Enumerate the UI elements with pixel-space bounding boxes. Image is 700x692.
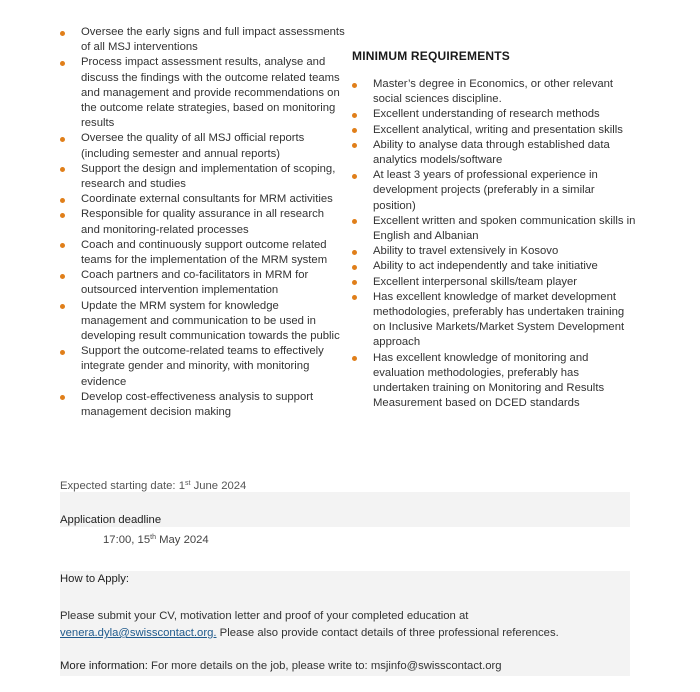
- application-deadline-value: [103, 530, 503, 548]
- list-item-text: Coach partners and co-facilitators in MRM for outsourced intervention implementation: [81, 269, 309, 297]
- list-item: [352, 290, 637, 351]
- how-to-apply-line2: Please also provide contact details of three professional references.: [216, 627, 559, 639]
- list-item: [352, 259, 637, 274]
- list-item-text: Master’s degree in Economics, or other relevant social sciences discipline.: [373, 78, 614, 106]
- list-item: [352, 275, 637, 290]
- list-item: [60, 238, 345, 268]
- requirements-heading: MINIMUM REQUIREMENTS: [352, 49, 510, 63]
- requirements-list: [352, 77, 637, 411]
- list-item-text: Ability to travel extensively in Kosovo: [373, 245, 559, 258]
- bullet-icon: [352, 265, 357, 270]
- list-item-text: Responsible for quality assurance in all research and monitoring-related processes: [81, 208, 325, 236]
- bullet-icon: [60, 243, 65, 248]
- list-item-text: Coach and continuously support outcome related teams for the implementation of the MRM system: [81, 238, 328, 267]
- more-information-text: For more details on the job, please write to: msjinfo@swisscontact.org: [147, 660, 502, 672]
- application-deadline-block: [60, 492, 630, 527]
- more-information-label: More information:: [60, 660, 148, 672]
- list-item: [352, 351, 637, 412]
- deadline-sup: th: [150, 534, 156, 541]
- how-to-apply-text: [60, 608, 630, 642]
- list-item: [60, 192, 345, 207]
- list-item: [352, 107, 637, 122]
- list-item: [60, 131, 345, 161]
- bullet-icon: [352, 128, 357, 133]
- bullet-icon: [60, 304, 65, 309]
- list-item-text: Oversee the early signs and full impact assessments of all MSJ interventions: [81, 26, 345, 54]
- bullet-icon: [352, 219, 357, 224]
- deadline-rest: May 2024: [155, 534, 209, 546]
- list-item: [60, 162, 345, 192]
- application-deadline-label: Application deadline: [60, 514, 162, 526]
- how-to-apply-line1: Please submit your CV, motivation letter and proof of your completed education at: [60, 610, 469, 622]
- list-item-text: Ability to analyse data through established data analytics models/software: [373, 138, 610, 167]
- bullet-icon: [352, 295, 357, 300]
- list-item: [352, 168, 637, 214]
- bullet-icon: [352, 250, 357, 255]
- list-item-text: Support the design and implementation of scoping, research and studies: [81, 162, 336, 191]
- bullet-icon: [352, 174, 357, 179]
- list-item: [352, 123, 637, 138]
- list-item: [60, 25, 345, 55]
- bullet-icon: [60, 167, 65, 172]
- list-item-text: Develop cost-effectiveness analysis to support management decision making: [81, 390, 314, 419]
- list-item: [60, 207, 345, 237]
- responsibilities-column: [60, 25, 345, 420]
- expected-rest: June 2024: [190, 480, 247, 492]
- deadline-text: 17:00, 15: [103, 534, 151, 546]
- list-item: [352, 138, 637, 168]
- list-item: [352, 77, 637, 107]
- email-link[interactable]: venera.dyla@swisscontact.org.: [60, 627, 217, 639]
- bullet-icon: [352, 280, 357, 285]
- list-item: [352, 214, 637, 244]
- list-item-text: Excellent analytical, writing and presentation skills: [373, 123, 623, 136]
- bullet-icon: [60, 31, 65, 36]
- list-item-text: Has excellent knowledge of monitoring and evaluation methodologies, preferably has undertaken training on Monitoring and Results Measurement based on DCED standards: [373, 351, 605, 410]
- bullet-icon: [60, 395, 65, 400]
- bullet-icon: [60, 137, 65, 142]
- list-item: [352, 244, 637, 259]
- bullet-icon: [60, 61, 65, 66]
- list-item-text: Ability to act independently and take initiative: [373, 260, 598, 273]
- how-to-apply-label: How to Apply:: [60, 573, 130, 585]
- bullet-icon: [60, 274, 65, 279]
- more-information: [60, 660, 502, 672]
- expected-start-date: [60, 475, 630, 492]
- requirements-column: [352, 25, 637, 411]
- list-item: [60, 55, 345, 131]
- list-item: [60, 344, 345, 390]
- list-item-text: Excellent understanding of research methods: [373, 108, 600, 121]
- expected-sup: st: [184, 480, 191, 487]
- bullet-icon: [352, 143, 357, 148]
- list-item-text: Coordinate external consultants for MRM activities: [81, 193, 333, 206]
- list-item-text: Excellent interpersonal skills/team player: [373, 275, 578, 288]
- bullet-icon: [60, 213, 65, 218]
- list-item: [60, 299, 345, 345]
- expected-text: Expected starting date: 1: [60, 480, 185, 492]
- bullet-icon: [60, 350, 65, 355]
- bullet-icon: [352, 356, 357, 361]
- list-item-text: Support the outcome-related teams to effectively integrate gender and minority, with monitoring evidence: [81, 345, 324, 388]
- list-item-text: Process impact assessment results, analyse and discuss the findings with the outcome related teams and management and provide recommendations on the outcome relate strategies, based on monitoring results: [81, 56, 340, 130]
- list-item-text: At least 3 years of professional experience in development projects (preferably in a similar position): [373, 169, 598, 212]
- bullet-icon: [352, 83, 357, 88]
- list-item-text: Oversee the quality of all MSJ official reports (including semester and annual reports): [81, 132, 305, 160]
- responsibilities-list: [60, 25, 345, 420]
- list-item-text: Update the MRM system for knowledge management and communication to be used in developing result communication towards the public: [81, 299, 340, 343]
- list-item-text: Excellent written and spoken communication skills in English and Albanian: [373, 214, 636, 243]
- how-to-apply-block: [60, 571, 630, 676]
- list-item-text: Has excellent knowledge of market development methodologies, preferably has undertaken training on Inclusive Markets/Market System Development approach: [373, 290, 625, 349]
- bullet-icon: [60, 198, 65, 203]
- list-item: [60, 268, 345, 298]
- list-item: [60, 390, 345, 420]
- bullet-icon: [352, 113, 357, 118]
